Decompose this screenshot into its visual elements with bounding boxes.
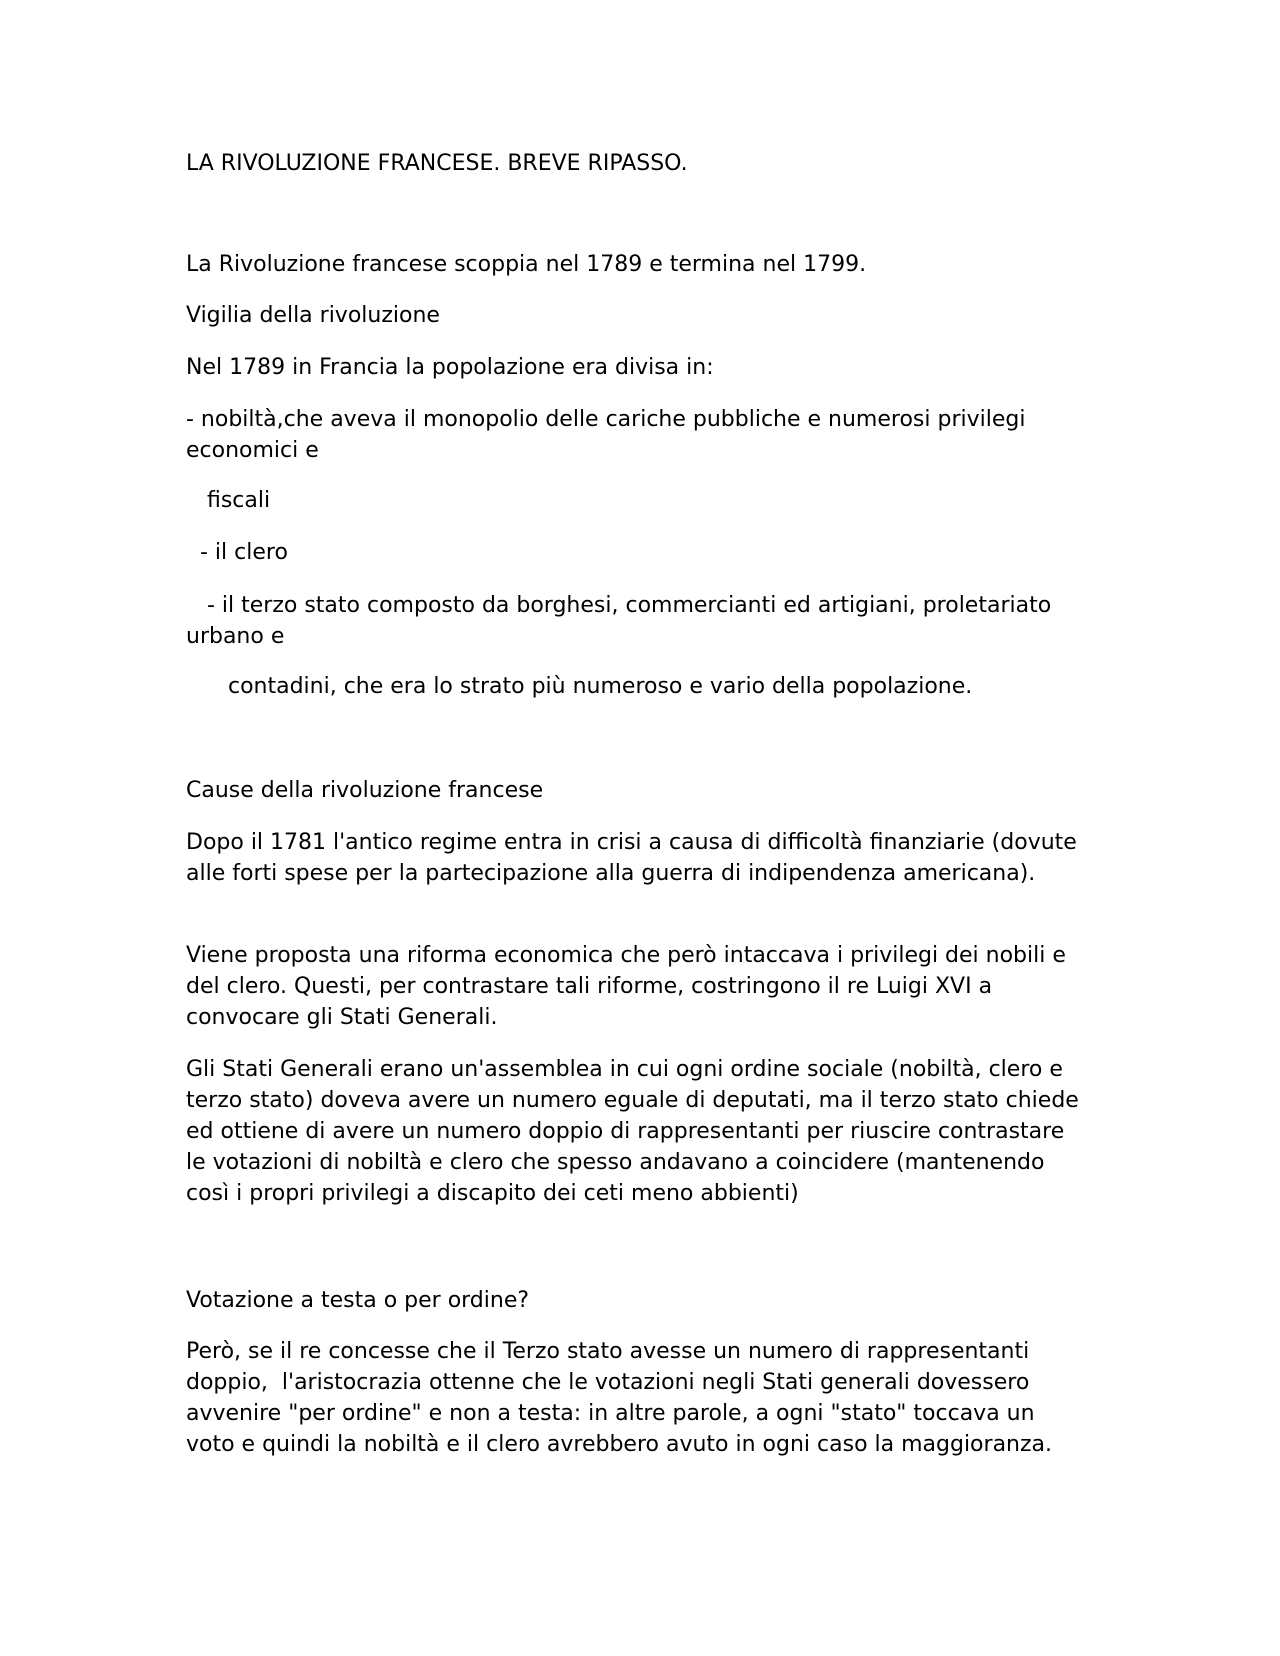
cause-paragraph-stati-generali: Gli Stati Generali erano un'assemblea in cui ogni ordine sociale (nobiltà, clero e terzo stato) doveva avere un numero eguale di deputati, ma il terzo stato chiede ed ottiene di avere un numero doppio di rappresentanti per riuscire contrastare le votazioni di nobiltà e clero che spesso andavano a coincidere (mantenendo così i propri privilegi a discapito dei ceti meno abbienti)	[186, 1057, 1086, 1206]
list-item-fiscali: fiscali	[186, 488, 271, 513]
list-item-terzo-stato: - il terzo stato composto da borghesi, commercianti ed artigiani, proletariato urbano e	[186, 593, 1059, 649]
cause-paragraph-riforma: Viene proposta una riforma economica che però intaccava i privilegi dei nobili e del clero. Questi, per contrastare tali riforme, costringono il re Luigi XVI a convocare gli Stati Generali.	[186, 943, 1073, 1030]
votazione-paragraph: Però, se il re concesse che il Terzo stato avesse un numero di rappresentanti doppio, l'aristocrazia ottenne che le votazioni negli Stati generali dovessero avvenire "per ordine" e non a testa: in altre parole, a ogni "stato" toccava un voto e quindi la nobiltà e il clero avrebbero avuto in ogni caso la maggioranza.	[186, 1339, 1053, 1457]
population-lead-paragraph: Nel 1789 in Francia la popolazione era divisa in:	[186, 355, 714, 380]
cause-paragraph-crisi: Dopo il 1781 l'antico regime entra in crisi a causa di difficoltà finanziarie (dovute alle forti spese per la partecipazione alla guerra di indipendenza americana).	[186, 830, 1084, 886]
list-item-contadini: contadini, che era lo strato più numeroso e vario della popolazione.	[186, 674, 973, 699]
section-heading-votazione: Votazione a testa o per ordine?	[186, 1288, 530, 1313]
document-page	[186, 0, 1086, 1656]
document-title: LA RIVOLUZIONE FRANCESE. BREVE RIPASSO.	[186, 151, 688, 176]
list-item-nobilta: - nobiltà,che aveva il monopolio delle cariche pubbliche e numerosi privilegi economici e	[186, 407, 1033, 463]
section-heading-vigilia: Vigilia della rivoluzione	[186, 303, 440, 328]
intro-paragraph: La Rivoluzione francese scoppia nel 1789 e termina nel 1799.	[186, 252, 867, 277]
section-heading-cause: Cause della rivoluzione francese	[186, 778, 544, 803]
list-item-clero: - il clero	[186, 540, 288, 565]
